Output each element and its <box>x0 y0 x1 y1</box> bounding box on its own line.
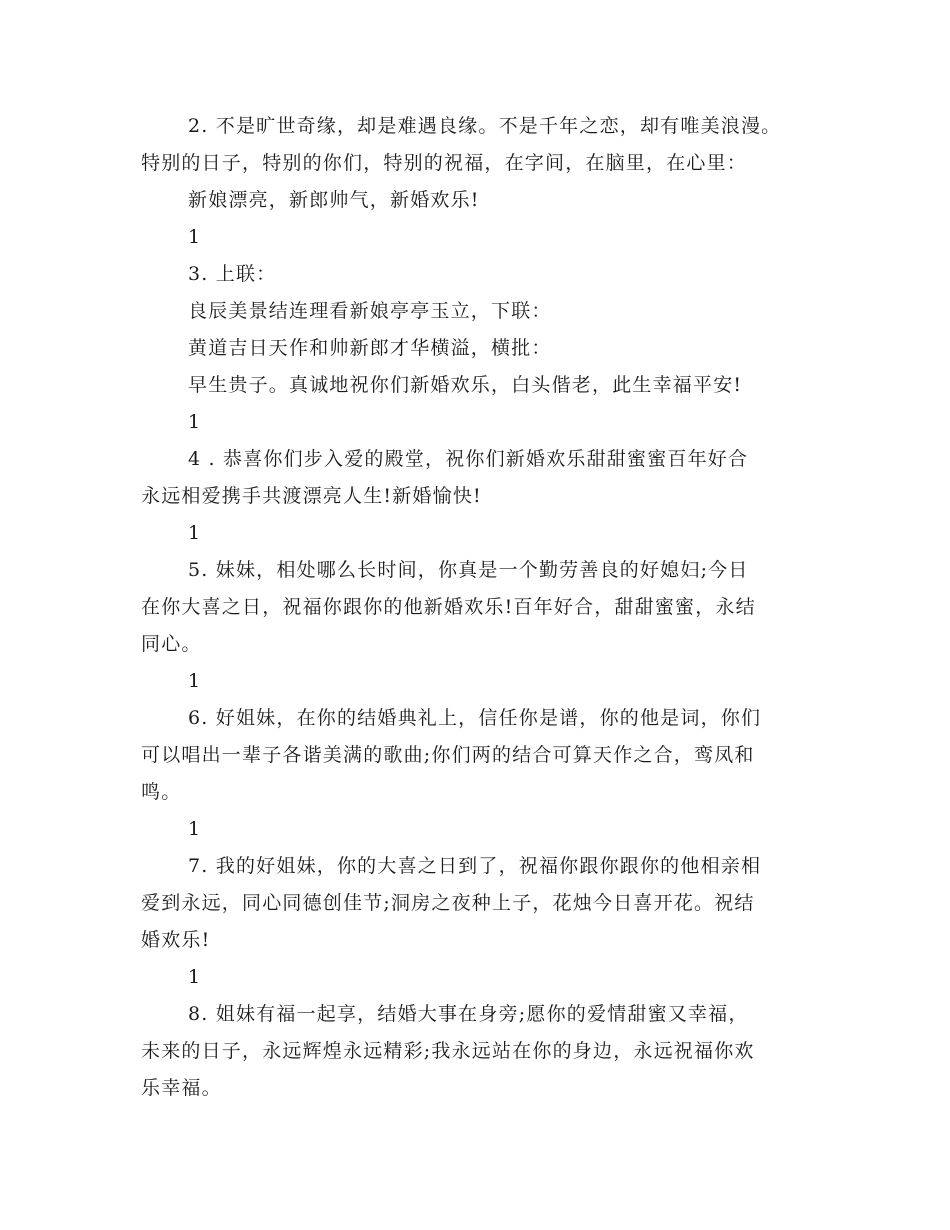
paragraph-3-line-1: 3. 上联： <box>188 263 277 285</box>
paragraph-3-line-2: 良辰美景结连理看新娘亭亭玉立，下联： <box>188 300 552 322</box>
separator-number: 1 <box>188 670 202 692</box>
paragraph-8-line-1: 8. 姐妹有福一起享，结婚大事在身旁;愿你的爱情甜蜜又幸福， <box>188 1003 749 1025</box>
separator-number: 1 <box>188 226 202 248</box>
paragraph-2-line-2: 特别的日子，特别的你们，特别的祝福，在字间，在脑里，在心里： <box>141 152 748 174</box>
paragraph-4-line-1: 4 . 恭喜你们步入爱的殿堂，祝你们新婚欢乐甜甜蜜蜜百年好合 <box>188 448 749 470</box>
separator-number: 1 <box>188 522 202 544</box>
separator-number: 1 <box>188 411 202 433</box>
separator-number: 1 <box>188 966 202 988</box>
paragraph-4-line-2: 永远相爱携手共渡漂亮人生!新婚愉快! <box>141 485 482 507</box>
paragraph-3-line-4: 早生贵子。真诚地祝你们新婚欢乐，白头偕老，此生幸福平安! <box>188 374 743 396</box>
paragraph-5-line-1: 5. 妹妹，相处哪么长时间，你真是一个勤劳善良的好媳妇;今日 <box>188 559 749 581</box>
separator-number: 1 <box>188 818 202 840</box>
paragraph-8-line-3: 乐幸福。 <box>141 1077 222 1099</box>
paragraph-7-line-3: 婚欢乐! <box>141 929 211 951</box>
paragraph-6-line-2: 可以唱出一辈子各谐美满的歌曲;你们两的结合可算天作之合，鸾凤和 <box>141 744 755 766</box>
paragraph-7-line-2: 爱到永远，同心同德创佳节;洞房之夜种上子，花烛今日喜开花。祝结 <box>141 892 755 914</box>
paragraph-5-line-2: 在你大喜之日，祝福你跟你的他新婚欢乐!百年好合，甜甜蜜蜜，永结 <box>141 596 756 618</box>
paragraph-7-line-1: 7. 我的好姐妹，你的大喜之日到了，祝福你跟你跟你的他相亲相 <box>188 855 762 877</box>
paragraph-2-line-1: 2. 不是旷世奇缘，却是难遇良缘。不是千年之恋，却有唯美浪漫。 <box>188 115 782 137</box>
paragraph-5-line-3: 同心。 <box>141 633 202 655</box>
paragraph-2-line-3: 新娘漂亮，新郎帅气，新婚欢乐! <box>188 189 480 211</box>
paragraph-3-line-3: 黄道吉日天作和帅新郎才华横溢，横批： <box>188 337 552 359</box>
paragraph-6-line-3: 鸣。 <box>141 781 182 803</box>
paragraph-8-line-2: 未来的日子，永远辉煌永远精彩;我永远站在你的身边，永远祝福你欢 <box>141 1040 755 1062</box>
paragraph-6-line-1: 6. 好姐妹，在你的结婚典礼上，信任你是谱，你的他是词，你们 <box>188 707 762 729</box>
